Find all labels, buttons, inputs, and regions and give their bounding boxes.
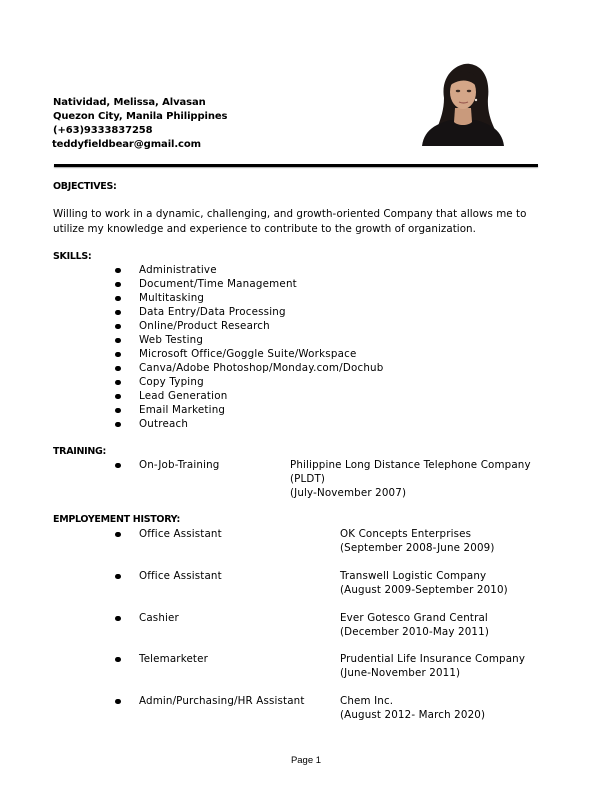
job-role: Office Assistant <box>139 528 222 540</box>
job-period: (August 2012- March 2020) <box>340 709 486 721</box>
job-period: (December 2010-May 2011) <box>340 626 489 638</box>
job-role: Admin/Purchasing/HR Assistant <box>139 695 305 707</box>
bullet-icon <box>115 616 121 622</box>
job-company: Transwell Logistic Company <box>340 570 487 582</box>
training-heading: TRAINING: <box>53 446 107 457</box>
bullet-icon <box>115 268 121 274</box>
bullet-icon <box>115 380 121 386</box>
bullet-icon <box>115 422 121 428</box>
applicant-email: teddyfieldbear@gmail.com <box>52 139 201 150</box>
bullet-icon <box>115 574 121 580</box>
training-title: On-Job-Training <box>139 459 220 471</box>
objectives-text: Willing to work in a dynamic, challenging, and growth-oriented Company that allows me to utilize my knowledge and experience to contribute to the growth of organization. <box>53 208 527 235</box>
job-company: Ever Gotesco Grand Central <box>340 612 488 624</box>
contact-block <box>53 96 227 152</box>
job-detail <box>340 652 525 680</box>
job-period: (September 2008-June 2009) <box>340 542 495 554</box>
bullet-icon <box>115 282 121 288</box>
training-detail <box>290 458 531 500</box>
page-number: Page 1 <box>290 755 322 766</box>
job-role: Telemarketer <box>139 653 208 665</box>
bullet-icon <box>115 366 121 372</box>
bullet-icon <box>115 394 121 400</box>
job-company: Chem Inc. <box>340 695 394 707</box>
training-company: Philippine Long Distance Telephone Company <box>290 459 531 471</box>
skills-heading: SKILLS: <box>53 251 92 262</box>
bullet-icon <box>115 352 121 358</box>
job-detail <box>340 569 508 597</box>
job-role: Office Assistant <box>139 570 222 582</box>
job-period: (August 2009-September 2010) <box>340 584 508 596</box>
header-divider <box>54 164 538 167</box>
bullet-icon <box>115 296 121 302</box>
applicant-name: Natividad, Melissa, Alvasan <box>53 97 206 108</box>
bullet-icon <box>115 657 121 663</box>
person-photo-icon <box>414 58 510 146</box>
training-company-abbr: (PLDT) <box>290 473 326 485</box>
job-period: (June-November 2011) <box>340 667 461 679</box>
bullet-icon <box>115 463 121 469</box>
bullet-icon <box>115 310 121 316</box>
job-detail <box>340 527 495 555</box>
job-company: OK Concepts Enterprises <box>340 528 472 540</box>
job-company: Prudential Life Insurance Company <box>340 653 526 665</box>
employment-heading: EMPLOYEMENT HISTORY: <box>53 514 180 525</box>
job-detail <box>340 611 489 639</box>
training-period: (July-November 2007) <box>290 487 407 499</box>
job-detail <box>340 694 485 722</box>
job-role: Cashier <box>139 612 179 624</box>
objectives-heading: OBJECTIVES: <box>53 181 117 192</box>
bullet-icon <box>115 408 121 414</box>
bullet-icon <box>115 324 121 330</box>
bullet-icon <box>115 699 121 705</box>
bullet-icon <box>115 338 121 344</box>
resume-page: Natividad, Melissa, Alvasan Quezon City, Manila Philippines (+63)9333837258 teddyfieldbear@gmail.com OBJECTIVES: Willing to work in a dynamic, challenging, and growth-oriented Company that allows me to utilize my knowledge and experience to contribute to the growth of organization. SKILLS: Administrative Document/Time Management Multitasking Data Entry/Data Processing Online/Product Research Web Testing Microsoft Office/Goggle Suite/Workspace Canva/Adobe Photoshop/Monday.com/Dochub Copy Typing Lead Generation Email Marketing Outreach TRAINING: On-Job-Training Philippine Long Distance Telephone Company (PLDT) (July-November 2007) EMPLOYEMENT HISTORY: Office Assistant OK Concepts Enterprises (September 2008-June 2009) Office Assistant Transwell Logistic Company (August 2009-September 2010) Cashier Ever Gotesco Grand Central (December 2010-May 2011) Telemarketer Prudential Life Insurance Company (June-November 2011) Admin/Purchasing/HR Assistant Chem Inc. (August 2012- March 2020) Page 1 <box>0 0 612 792</box>
profile-photo <box>414 58 510 146</box>
bullet-icon <box>115 532 121 538</box>
applicant-phone: (+63)9333837258 <box>53 125 153 136</box>
applicant-address: Quezon City, Manila Philippines <box>53 111 228 122</box>
